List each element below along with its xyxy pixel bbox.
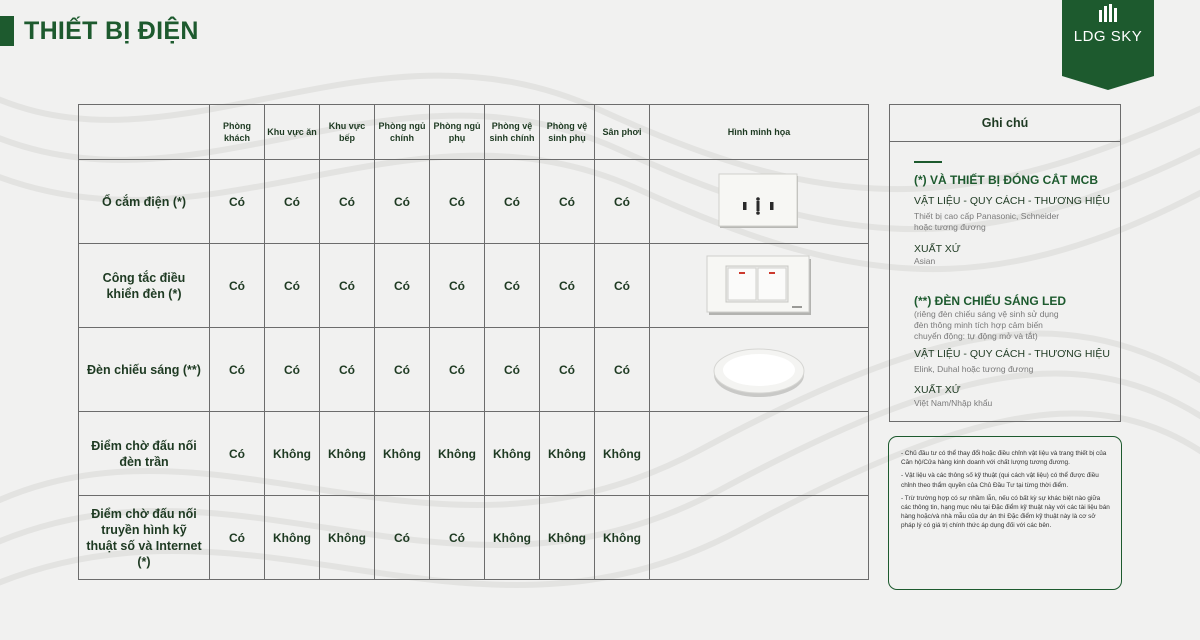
header-dining-area: Khu vực ăn	[265, 105, 320, 160]
cell-value: Không	[265, 412, 320, 496]
page-title: THIẾT BỊ ĐIỆN	[24, 17, 199, 45]
table-row-tv-internet-point	[79, 496, 869, 580]
cell-value: Có	[430, 244, 485, 328]
header-living-room: Phòng khách	[210, 105, 265, 160]
cell-value: Có	[485, 328, 540, 412]
cell-value: Không	[375, 412, 430, 496]
row-label: Đèn chiếu sáng (**)	[79, 328, 210, 412]
illustration-cell	[650, 412, 869, 496]
illustration-cell	[650, 496, 869, 580]
cell-value: Không	[265, 496, 320, 580]
cell-value: Không	[595, 496, 650, 580]
led-ceiling-light-image	[711, 339, 807, 401]
cell-value: Có	[540, 160, 595, 244]
row-label: Điểm chờ đấu nối truyền hình kỹ thuật số và Internet (*)	[79, 496, 210, 580]
row-label: Điểm chờ đấu nối đèn trần	[79, 412, 210, 496]
cell-value: Không	[485, 496, 540, 580]
cell-value: Có	[375, 496, 430, 580]
header-empty	[79, 105, 210, 160]
cell-value: Có	[485, 244, 540, 328]
disclaimer-item: - Trừ trường hợp có sự nhầm lẫn, nếu có bất kỳ sự khác biệt nào giữa các thông tin, hạng mục nêu tại Đặc điểm kỹ thuật này với các tài liệu bán hàng hoặc/và nhà mẫu của dự án thì Đặc điểm kỹ thuật này là cơ sở pháp lý có giá trị chính thức áp dụng đối với các bên.	[901, 494, 1110, 530]
disclaimer-box	[888, 436, 1122, 590]
logo-text: LDG SKY	[1073, 28, 1143, 45]
cell-value: Có	[320, 328, 375, 412]
cell-value: Có	[430, 496, 485, 580]
notes-panel	[889, 104, 1121, 422]
illustration-cell	[650, 160, 869, 244]
cell-value: Không	[320, 496, 375, 580]
cell-value: Không	[320, 412, 375, 496]
cell-value: Có	[595, 244, 650, 328]
note-led-subtitle: (riêng đèn chiếu sáng vệ sinh sử dụng	[914, 309, 1059, 319]
cell-value: Có	[375, 328, 430, 412]
note-origin-label: XUẤT XỨ	[914, 243, 961, 255]
cell-value: Có	[375, 160, 430, 244]
cell-value: Có	[430, 328, 485, 412]
header-master-bathroom: Phòng vệ sinh chính	[485, 105, 540, 160]
header-secondary-bedroom: Phòng ngủ phụ	[430, 105, 485, 160]
cell-value: Có	[595, 160, 650, 244]
cell-value: Có	[210, 496, 265, 580]
cell-value: Có	[320, 160, 375, 244]
note-origin-value: Asian	[914, 256, 936, 266]
header-kitchen-area: Khu vực bếp	[320, 105, 375, 160]
disclaimer-item: - Vật liệu và các thông số kỹ thuật (qui cách vật liệu) có thể được điều chỉnh theo thẩm quyền của Chủ Đầu Tư tại từng thời điểm.	[901, 472, 1099, 489]
table-row-ceiling-light-point	[79, 412, 869, 496]
header-illustration: Hình minh họa	[650, 105, 869, 160]
cell-value: Có	[430, 160, 485, 244]
cell-value: Không	[595, 412, 650, 496]
note-material-value: hoặc tương đương	[914, 222, 986, 232]
illustration-cell	[650, 328, 869, 412]
cell-value: Có	[375, 244, 430, 328]
cell-value: Có	[210, 244, 265, 328]
note-section-led-title: (**) ĐÈN CHIẾU SÁNG LED	[914, 294, 1067, 308]
table-row-lighting	[79, 328, 869, 412]
cell-value: Có	[485, 160, 540, 244]
cell-value: Có	[210, 328, 265, 412]
note-led-subtitle: chuyển động: tự động mở và tắt)	[914, 331, 1038, 341]
cell-value: Không	[540, 412, 595, 496]
electrical-equipment-table	[78, 104, 869, 580]
note-material-label: VẬT LIỆU - QUY CÁCH - THƯƠNG HIỆU	[914, 348, 1110, 360]
cell-value: Có	[540, 328, 595, 412]
cell-value: Có	[265, 160, 320, 244]
notes-header: Ghi chú	[890, 105, 1120, 142]
note-origin-label: XUẤT XỨ	[914, 384, 961, 396]
note-material-value: Elink, Duhal hoặc tương đương	[914, 364, 1034, 374]
light-switch-image	[706, 255, 812, 317]
note-led-subtitle: đèn thông minh tích hợp cảm biến	[914, 320, 1043, 330]
illustration-cell	[650, 244, 869, 328]
note-section-mcb-title: (*) VÀ THIẾT BỊ ĐÓNG CẮT MCB	[914, 173, 1098, 187]
cell-value: Không	[430, 412, 485, 496]
note-material-label: VẬT LIỆU - QUY CÁCH - THƯƠNG HIỆU	[914, 195, 1110, 207]
wall-socket-image	[717, 172, 801, 232]
note-material-value: Thiết bị cao cấp Panasonic, Schneider	[914, 211, 1060, 221]
cell-value: Có	[320, 244, 375, 328]
ldg-sky-logo	[1062, 0, 1154, 90]
note-origin-value: Việt Nam/Nhập khẩu	[914, 398, 993, 408]
row-label: Công tắc điều khiển đèn (*)	[79, 244, 210, 328]
cell-value: Không	[485, 412, 540, 496]
cell-value: Có	[210, 412, 265, 496]
cell-value: Có	[265, 328, 320, 412]
row-label: Ổ cắm điện (*)	[79, 160, 210, 244]
header-drying-yard: Sân phơi	[595, 105, 650, 160]
disclaimer-item: - Chủ đầu tư có thể thay đổi hoặc điều chỉnh vật liệu và trang thiết bị của Căn hộ/Cửa hàng kinh doanh với chất lượng tương đương.	[901, 450, 1107, 467]
cell-value: Không	[540, 496, 595, 580]
table-row-socket	[79, 160, 869, 244]
notes-divider	[914, 161, 942, 163]
cell-value: Có	[595, 328, 650, 412]
table-header-row	[79, 105, 869, 160]
cell-value: Có	[540, 244, 595, 328]
header-secondary-bathroom: Phòng vệ sinh phụ	[540, 105, 595, 160]
title-accent-bar	[0, 16, 14, 46]
table-row-switch	[79, 244, 869, 328]
cell-value: Có	[210, 160, 265, 244]
cell-value: Có	[265, 244, 320, 328]
header-master-bedroom: Phòng ngủ chính	[375, 105, 430, 160]
